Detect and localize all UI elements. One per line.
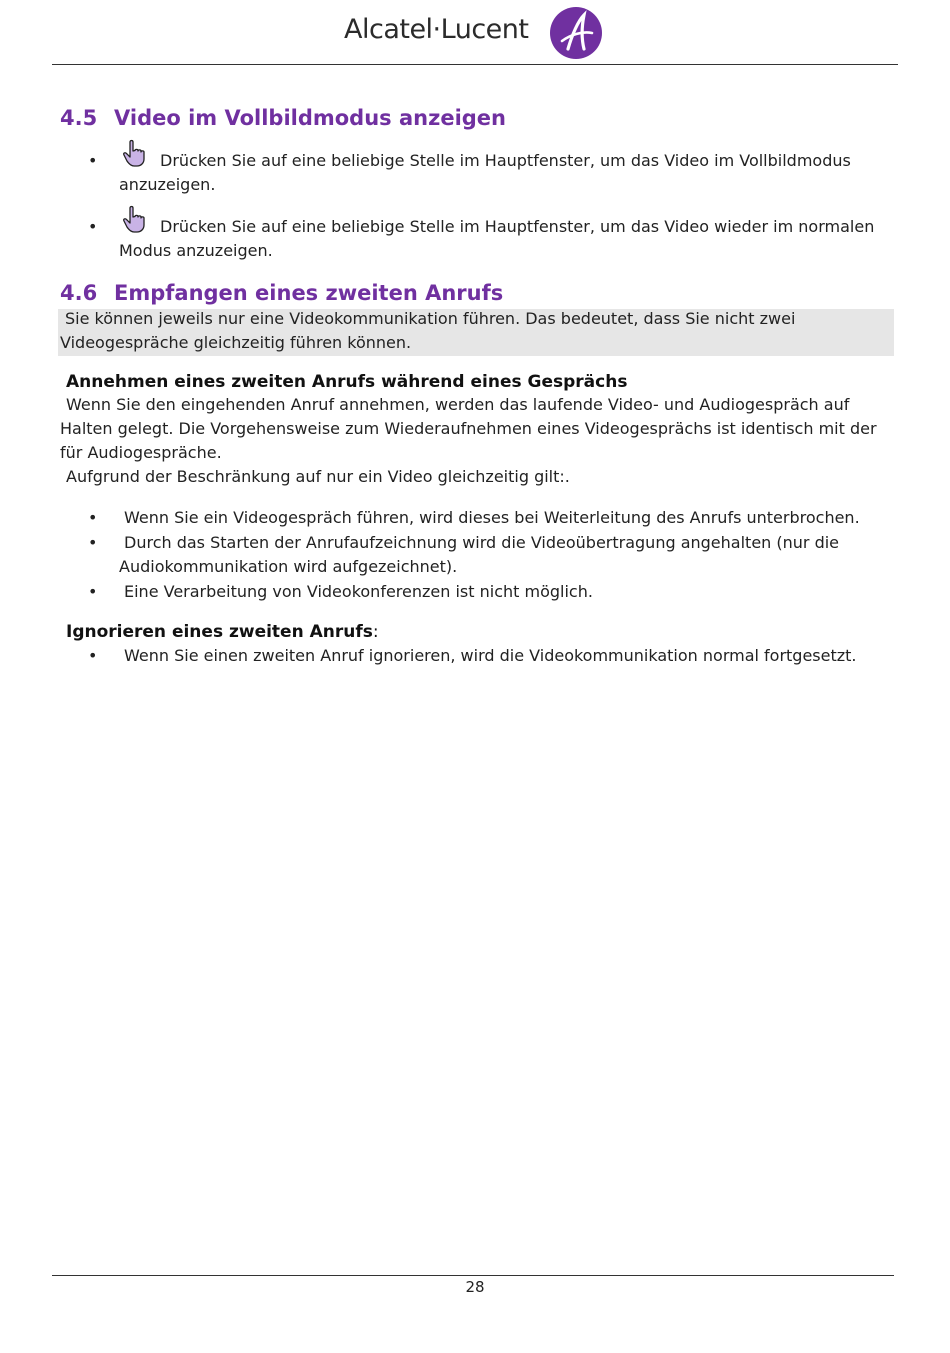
alcatel-lucent-logo-icon [548,5,604,61]
restriction-bullet-2-line1: Durch das Starten der Anrufaufzeichnung wird die Videoübertragung angehalten (nur die [124,533,840,552]
tap-hand-icon [121,204,153,234]
note-line2: Videogespräche gleichzeitig führen können. [60,333,412,352]
subsection-ignore-title: Ignorieren eines zweiten Anrufs [66,622,373,642]
para-line3: für Audiogespräche. [60,443,222,462]
bullet-2-line2: Modus anzuzeigen. [119,241,273,260]
subsection-ignore-heading [66,622,379,642]
section-title: Video im Vollbildmodus anzeigen [114,106,506,130]
bullet-marker: • [88,533,98,552]
brand-name: Alcatel·Lucent [344,14,529,45]
subsection-accept-heading: Annehmen eines zweiten Anrufs während eines Gesprächs [66,372,628,392]
note-line1: Sie können jeweils nur eine Videokommunikation führen. Das bedeutet, dass Sie nicht zwei [65,309,796,328]
page-number: 28 [465,1278,485,1296]
bullet-marker: • [88,582,98,601]
restriction-bullet-2-line2: Audiokommunikation wird aufgezeichnet). [119,557,458,576]
bullet-1-line1: Drücken Sie auf eine beliebige Stelle im Hauptfenster, um das Video im Vollbildmodus [160,151,851,170]
bullet-marker: • [88,646,98,665]
bullet-1-line2: anzuzeigen. [119,175,216,194]
section-number: 4.5 [60,106,98,130]
restriction-bullet-1: Wenn Sie ein Videogespräch führen, wird dieses bei Weiterleitung des Anrufs unterbrochen. [124,508,860,527]
heading-colon: : [372,622,379,642]
bullet-2-line1: Drücken Sie auf eine beliebige Stelle im Hauptfenster, um das Video wieder im normalen [160,217,875,236]
intro-line: Aufgrund der Beschränkung auf nur ein Video gleichzeitig gilt:. [66,467,570,486]
section-4-5-heading [60,106,506,130]
section-title: Empfangen eines zweiten Anrufs [114,281,504,305]
restriction-bullet-3: Eine Verarbeitung von Videokonferenzen ist nicht möglich. [124,582,593,601]
section-number: 4.6 [60,281,98,305]
section-4-6-heading [60,281,503,305]
tap-hand-icon [121,138,153,168]
page-header [0,0,950,66]
para-line2: Halten gelegt. Die Vorgehensweise zum Wiederaufnehmen eines Videogesprächs ist identisch mit der [60,419,877,438]
footer-divider [52,1275,894,1276]
ignore-bullet: Wenn Sie einen zweiten Anruf ignorieren, wird die Videokommunikation normal fortgesetzt. [124,646,857,665]
header-divider [52,64,898,65]
bullet-marker: • [88,151,98,170]
para-line1: Wenn Sie den eingehenden Anruf annehmen, werden das laufende Video- und Audiogespräch auf [66,395,850,414]
bullet-marker: • [88,217,98,236]
bullet-marker: • [88,508,98,527]
